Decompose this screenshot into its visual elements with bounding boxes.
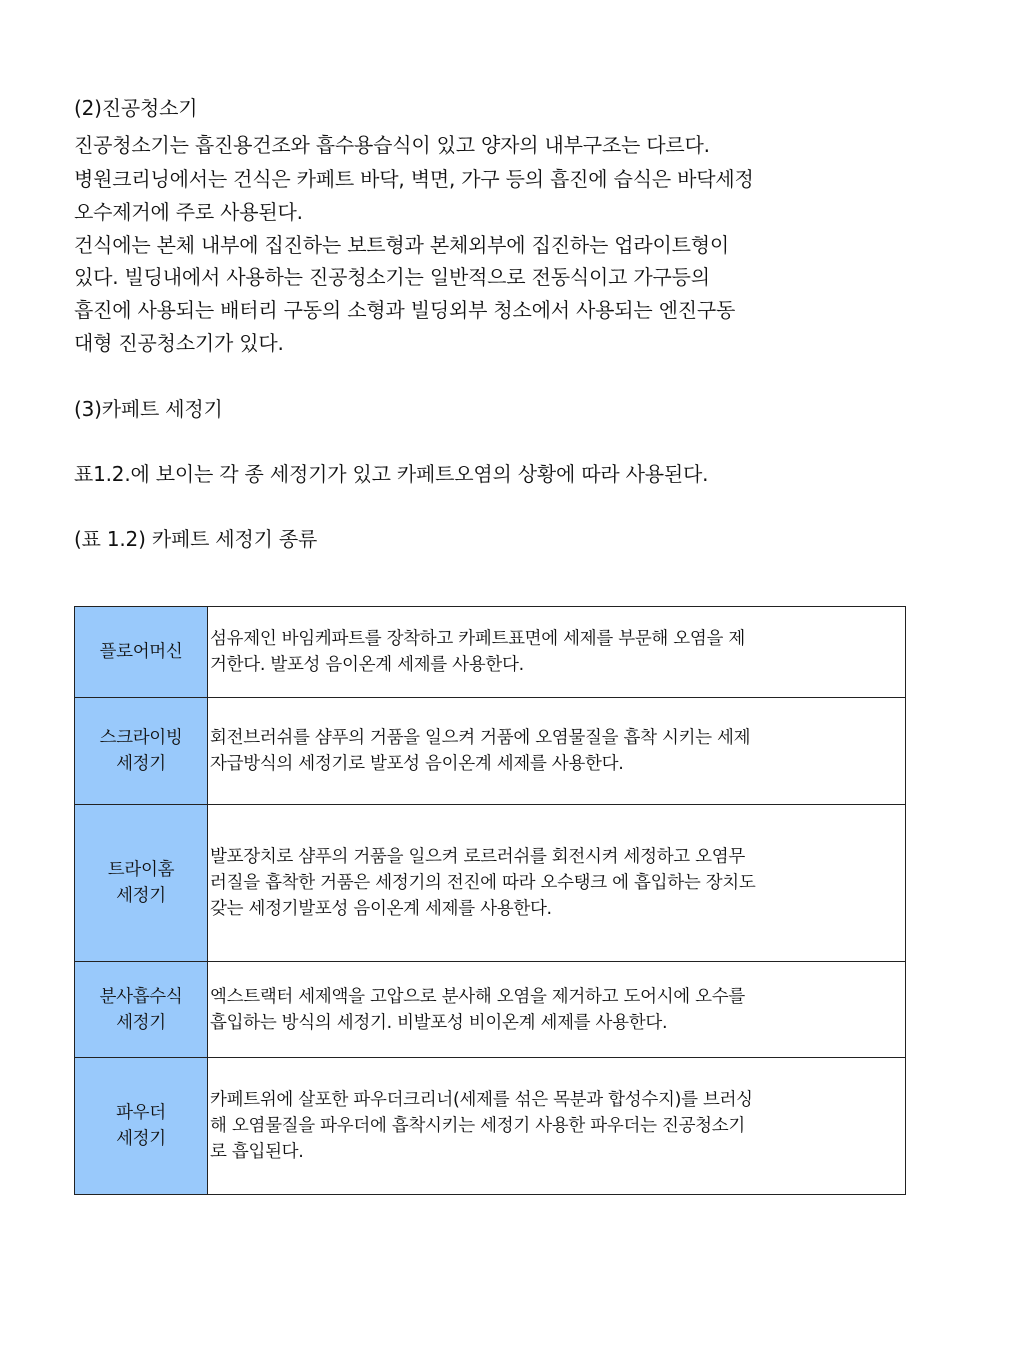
machine-name-cell: 플로어머신 bbox=[75, 607, 208, 698]
machine-description-cell: 섬유제인 바임케파트를 장착하고 카페트표면에 세제를 부문해 오염을 제 거한다. 발포성 음이온계 세제를 사용한다. bbox=[208, 607, 906, 698]
machine-description-cell: 카페트위에 살포한 파우더크리너(세제를 섞은 목분과 합성수지)를 브러싱 해 오염물질을 파우더에 흡착시키는 세정기 사용한 파우더는 진공청소기 로 흡입된다. bbox=[208, 1058, 906, 1195]
machine-description-cell: 발포장치로 샴푸의 거품을 일으켜 로르러쉬를 회전시켜 세정하고 오염무 러질을 흡착한 거품은 세정기의 전진에 따라 오수탱크 에 흡입하는 장치도 갖는 세정기발포성 음이온계 세제를 사용한다. bbox=[208, 805, 906, 962]
paragraph-line: 흡진에 사용되는 배터리 구동의 소형과 빌딩외부 청소에서 사용되는 엔진구동 bbox=[74, 298, 736, 322]
machine-name-cell: 파우더 세정기 bbox=[75, 1058, 208, 1195]
section-heading-carpet-cleaner: (3)카페트 세정기 bbox=[74, 397, 223, 421]
paragraph-line: 대형 진공청소기가 있다. bbox=[74, 331, 284, 355]
paragraph-line: 병원크리닝에서는 건식은 카페트 바닥, 벽면, 가구 등의 흡진에 습식은 바닥세정 bbox=[74, 167, 754, 191]
section-heading-vacuum-cleaner: (2)진공청소기 bbox=[74, 96, 198, 120]
table-row bbox=[75, 1058, 906, 1195]
paragraph-line: 있다. 빌딩내에서 사용하는 진공청소기는 일반적으로 전동식이고 가구등의 bbox=[74, 265, 710, 289]
table-row bbox=[75, 698, 906, 805]
paragraph-line: 건식에는 본체 내부에 집진하는 보트형과 본체외부에 집진하는 업라이트형이 bbox=[74, 233, 729, 257]
table-row bbox=[75, 805, 906, 962]
table-caption: (표 1.2) 카페트 세정기 종류 bbox=[74, 527, 318, 551]
paragraph-line: 오수제거에 주로 사용된다. bbox=[74, 200, 303, 224]
intro-paragraph: 표1.2.에 보이는 각 종 세정기가 있고 카페트오염의 상황에 따라 사용된다. bbox=[74, 462, 709, 486]
table-row bbox=[75, 962, 906, 1058]
table-row bbox=[75, 607, 906, 698]
machine-name-cell: 트라이홈 세정기 bbox=[75, 805, 208, 962]
machine-name-cell: 분사흡수식 세정기 bbox=[75, 962, 208, 1058]
machine-description-cell: 회전브러쉬를 샴푸의 거품을 일으켜 거품에 오염물질을 흡착 시키는 세제 자급방식의 세정기로 발포성 음이온계 세제를 사용한다. bbox=[208, 698, 906, 805]
paragraph-line: 진공청소기는 흡진용건조와 흡수용습식이 있고 양자의 내부구조는 다르다. bbox=[74, 133, 710, 157]
machine-description-cell: 엑스트랙터 세제액을 고압으로 분사해 오염을 제거하고 도어시에 오수를 흡입하는 방식의 세정기. 비발포성 비이온계 세제를 사용한다. bbox=[208, 962, 906, 1058]
machine-name-cell: 스크라이빙 세정기 bbox=[75, 698, 208, 805]
carpet-cleaner-types-table bbox=[74, 606, 906, 1195]
